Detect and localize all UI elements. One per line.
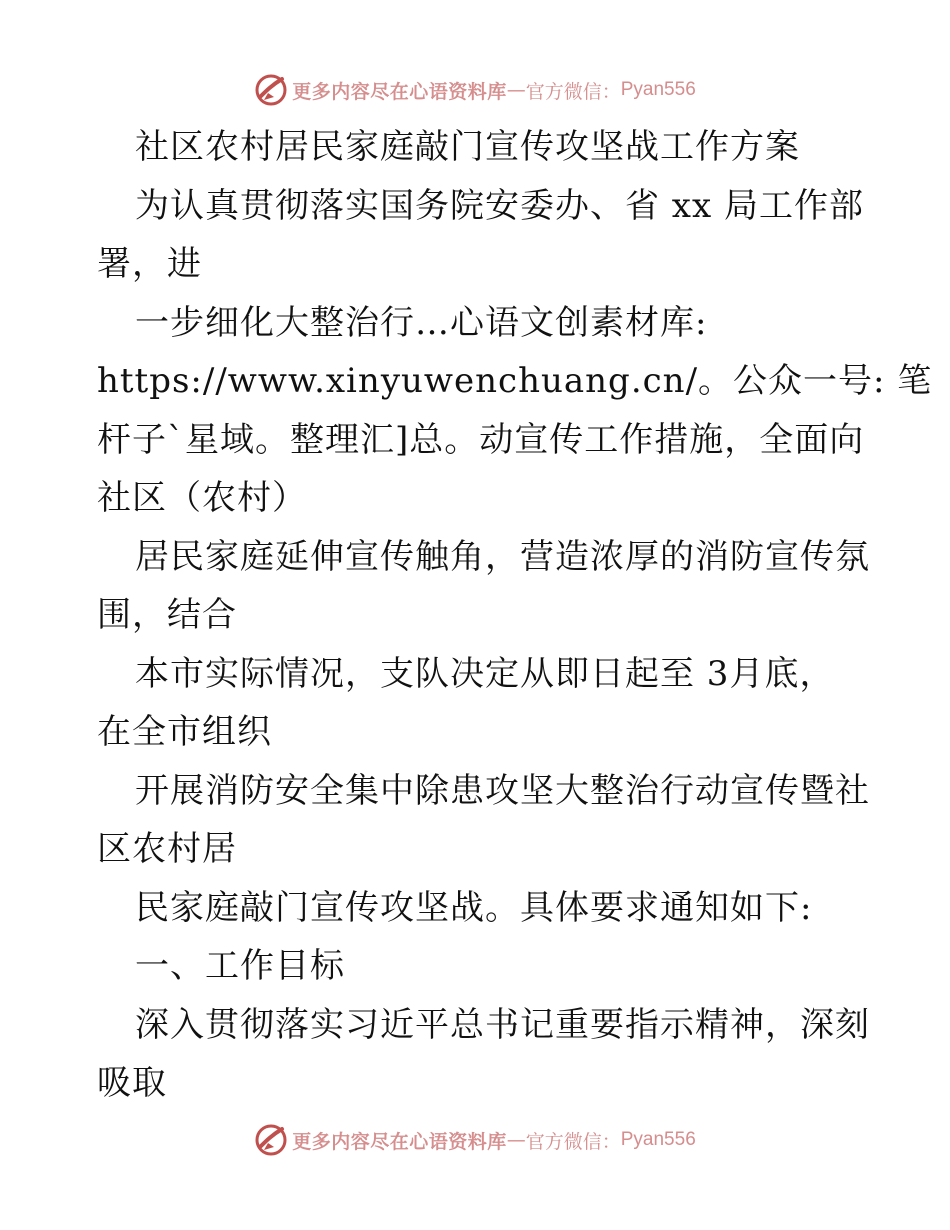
header-watermark xyxy=(0,70,950,110)
paragraph-line: 社区（农村） xyxy=(97,478,307,518)
document-title: 社区农村居民家庭敲门宣传攻坚战工作方案 xyxy=(135,127,800,167)
watermark-separator: — xyxy=(506,1129,526,1151)
watermark-wechat-label: 官方微信： xyxy=(525,80,621,103)
brush-seal-logo-icon xyxy=(254,1123,288,1157)
watermark-brand: 更多内容尽在心语资料库 xyxy=(292,80,507,103)
watermark-wechat-id: Pyan556 xyxy=(620,1129,696,1150)
watermark-wechat-id: Pyan556 xyxy=(620,79,696,100)
paragraph-line: https://www.xinyuwenchuang.cn/。公众一号: 笔 xyxy=(97,361,933,401)
paragraph-line: 杆子`星域。整理汇]总。动宣传工作措施，全面向 xyxy=(97,419,865,460)
paragraph-line: 开展消防安全集中除患攻坚大整治行动宣传暨社 xyxy=(135,770,870,811)
document-body xyxy=(97,118,933,1113)
paragraph-line: 在全市组织 xyxy=(97,712,272,752)
paragraph-line: 民家庭敲门宣传攻坚战。具体要求通知如下: xyxy=(135,887,813,928)
paragraph-line: 深入贯彻落实习近平总书记重要指示精神，深刻 xyxy=(135,1004,870,1045)
paragraph-line: 一步细化大整治行…心语文创素材库: xyxy=(135,302,708,343)
paragraph-line: 围，结合 xyxy=(97,595,237,635)
brush-seal-logo-icon xyxy=(254,73,288,107)
paragraph-line: 区农村居 xyxy=(97,829,237,869)
section-heading: 一、工作目标 xyxy=(135,946,345,986)
paragraph-line: 署，进 xyxy=(97,244,202,284)
watermark-wechat-label: 官方微信： xyxy=(525,1130,621,1153)
paragraph-line: 居民家庭延伸宣传触角，营造浓厚的消防宣传氛 xyxy=(135,536,870,577)
paragraph-line: 本市实际情况，支队决定从即日起至 3月底， xyxy=(135,653,835,694)
paragraph-line: 吸取 xyxy=(97,1063,167,1103)
footer-watermark xyxy=(0,1120,950,1160)
watermark-brand: 更多内容尽在心语资料库 xyxy=(292,1130,507,1153)
watermark-separator: — xyxy=(506,79,526,101)
paragraph-line: 为认真贯彻落实国务院安委办、省 xx 局工作部 xyxy=(135,185,864,226)
